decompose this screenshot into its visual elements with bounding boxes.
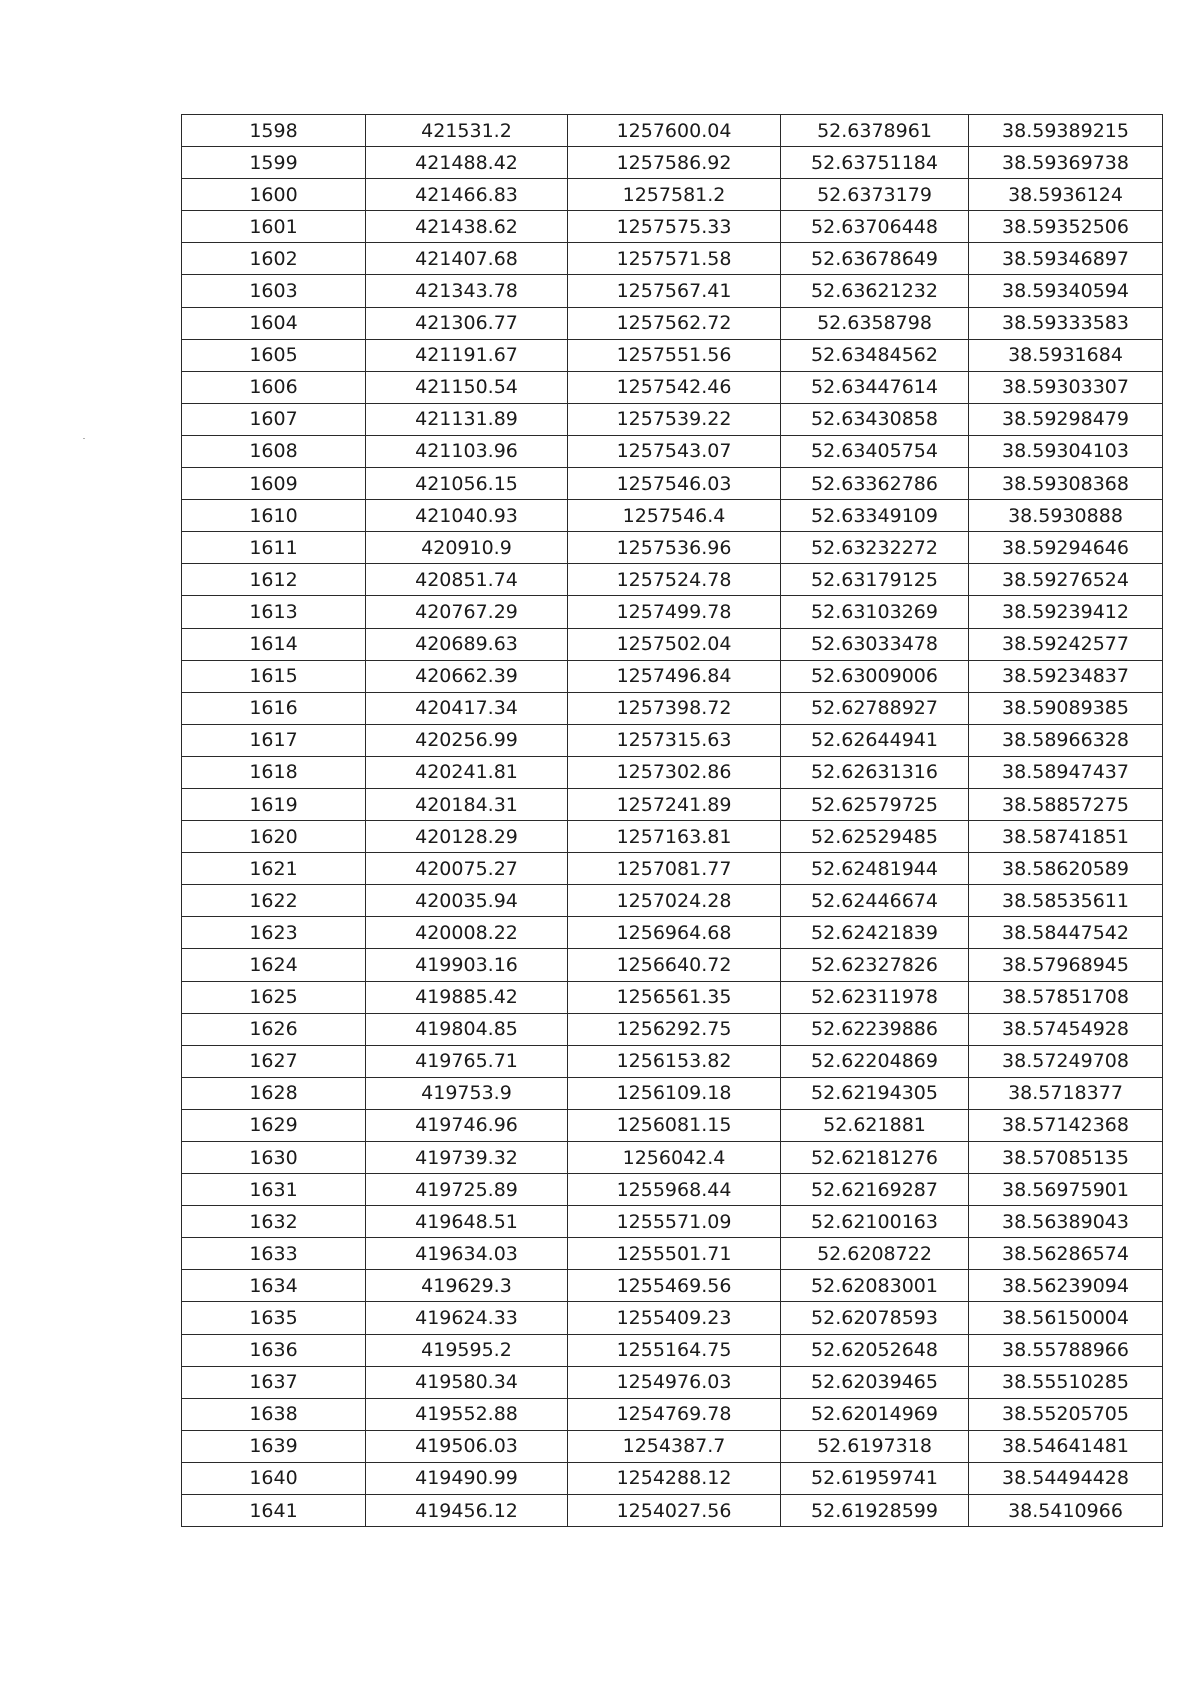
table-row — [182, 1206, 1163, 1238]
longitude-cell: 38.55788966 — [969, 1334, 1163, 1366]
y-coordinate-cell: 1255571.09 — [568, 1206, 781, 1238]
table-row — [182, 596, 1163, 628]
table-row — [182, 917, 1163, 949]
point-number-cell: 1605 — [182, 339, 366, 371]
latitude-cell: 52.6208722 — [781, 1238, 969, 1270]
point-number-cell: 1627 — [182, 1045, 366, 1077]
point-number-cell: 1633 — [182, 1238, 366, 1270]
latitude-cell: 52.63033478 — [781, 628, 969, 660]
point-number-cell: 1636 — [182, 1334, 366, 1366]
y-coordinate-cell: 1257398.72 — [568, 692, 781, 724]
x-coordinate-cell: 421531.2 — [366, 115, 568, 147]
longitude-cell: 38.57851708 — [969, 981, 1163, 1013]
latitude-cell: 52.61928599 — [781, 1495, 969, 1527]
y-coordinate-cell: 1257543.07 — [568, 435, 781, 467]
table-row — [182, 500, 1163, 532]
table-row — [182, 1366, 1163, 1398]
y-coordinate-cell: 1257571.58 — [568, 243, 781, 275]
table-row — [182, 628, 1163, 660]
table-row — [182, 435, 1163, 467]
y-coordinate-cell: 1257496.84 — [568, 660, 781, 692]
y-coordinate-cell: 1257499.78 — [568, 596, 781, 628]
y-coordinate-cell: 1256561.35 — [568, 981, 781, 1013]
longitude-cell: 38.59234837 — [969, 660, 1163, 692]
x-coordinate-cell: 421056.15 — [366, 468, 568, 500]
point-number-cell: 1602 — [182, 243, 366, 275]
longitude-cell: 38.58966328 — [969, 724, 1163, 756]
latitude-cell: 52.6373179 — [781, 179, 969, 211]
y-coordinate-cell: 1256153.82 — [568, 1045, 781, 1077]
x-coordinate-cell: 421103.96 — [366, 435, 568, 467]
latitude-cell: 52.62788927 — [781, 692, 969, 724]
x-coordinate-cell: 420689.63 — [366, 628, 568, 660]
longitude-cell: 38.57249708 — [969, 1045, 1163, 1077]
longitude-cell: 38.58741851 — [969, 821, 1163, 853]
latitude-cell: 52.63232272 — [781, 532, 969, 564]
x-coordinate-cell: 421150.54 — [366, 371, 568, 403]
latitude-cell: 52.63621232 — [781, 275, 969, 307]
latitude-cell: 52.63751184 — [781, 147, 969, 179]
longitude-cell: 38.54641481 — [969, 1430, 1163, 1462]
longitude-cell: 38.57968945 — [969, 949, 1163, 981]
x-coordinate-cell: 419595.2 — [366, 1334, 568, 1366]
y-coordinate-cell: 1257551.56 — [568, 339, 781, 371]
table-row — [182, 1013, 1163, 1045]
table-row — [182, 1495, 1163, 1527]
x-coordinate-cell: 421466.83 — [366, 179, 568, 211]
latitude-cell: 52.63678649 — [781, 243, 969, 275]
longitude-cell: 38.5936124 — [969, 179, 1163, 211]
table-row — [182, 853, 1163, 885]
table-row — [182, 692, 1163, 724]
latitude-cell: 52.63009006 — [781, 660, 969, 692]
latitude-cell: 52.63362786 — [781, 468, 969, 500]
table-row — [182, 275, 1163, 307]
x-coordinate-cell: 420128.29 — [366, 821, 568, 853]
latitude-cell: 52.63706448 — [781, 211, 969, 243]
point-number-cell: 1631 — [182, 1174, 366, 1206]
point-number-cell: 1617 — [182, 724, 366, 756]
latitude-cell: 52.62481944 — [781, 853, 969, 885]
latitude-cell: 52.63430858 — [781, 403, 969, 435]
x-coordinate-cell: 420075.27 — [366, 853, 568, 885]
latitude-cell: 52.62644941 — [781, 724, 969, 756]
y-coordinate-cell: 1257542.46 — [568, 371, 781, 403]
table-row — [182, 307, 1163, 339]
latitude-cell: 52.62311978 — [781, 981, 969, 1013]
x-coordinate-cell: 420417.34 — [366, 692, 568, 724]
y-coordinate-cell: 1255501.71 — [568, 1238, 781, 1270]
longitude-cell: 38.56389043 — [969, 1206, 1163, 1238]
x-coordinate-cell: 419804.85 — [366, 1013, 568, 1045]
longitude-cell: 38.56975901 — [969, 1174, 1163, 1206]
point-number-cell: 1629 — [182, 1109, 366, 1141]
table-row — [182, 885, 1163, 917]
longitude-cell: 38.59340594 — [969, 275, 1163, 307]
point-number-cell: 1614 — [182, 628, 366, 660]
table-row — [182, 788, 1163, 820]
latitude-cell: 52.6358798 — [781, 307, 969, 339]
y-coordinate-cell: 1257586.92 — [568, 147, 781, 179]
x-coordinate-cell: 421407.68 — [366, 243, 568, 275]
table-row — [182, 1270, 1163, 1302]
longitude-cell: 38.56239094 — [969, 1270, 1163, 1302]
table-row — [182, 468, 1163, 500]
table-row — [182, 821, 1163, 853]
latitude-cell: 52.62169287 — [781, 1174, 969, 1206]
table-row — [182, 179, 1163, 211]
y-coordinate-cell: 1257302.86 — [568, 756, 781, 788]
longitude-cell: 38.57142368 — [969, 1109, 1163, 1141]
longitude-cell: 38.5410966 — [969, 1495, 1163, 1527]
point-number-cell: 1639 — [182, 1430, 366, 1462]
point-number-cell: 1630 — [182, 1142, 366, 1174]
y-coordinate-cell: 1257536.96 — [568, 532, 781, 564]
x-coordinate-cell: 419648.51 — [366, 1206, 568, 1238]
longitude-cell: 38.59276524 — [969, 564, 1163, 596]
latitude-cell: 52.62014969 — [781, 1398, 969, 1430]
x-coordinate-cell: 421131.89 — [366, 403, 568, 435]
latitude-cell: 52.63484562 — [781, 339, 969, 371]
table-row — [182, 147, 1163, 179]
longitude-cell: 38.59089385 — [969, 692, 1163, 724]
y-coordinate-cell: 1254769.78 — [568, 1398, 781, 1430]
latitude-cell: 52.62083001 — [781, 1270, 969, 1302]
point-number-cell: 1625 — [182, 981, 366, 1013]
point-number-cell: 1634 — [182, 1270, 366, 1302]
longitude-cell: 38.58947437 — [969, 756, 1163, 788]
longitude-cell: 38.57454928 — [969, 1013, 1163, 1045]
y-coordinate-cell: 1254027.56 — [568, 1495, 781, 1527]
table-row — [182, 1462, 1163, 1494]
y-coordinate-cell: 1257024.28 — [568, 885, 781, 917]
y-coordinate-cell: 1257315.63 — [568, 724, 781, 756]
longitude-cell: 38.58857275 — [969, 788, 1163, 820]
x-coordinate-cell: 421306.77 — [366, 307, 568, 339]
point-number-cell: 1615 — [182, 660, 366, 692]
point-number-cell: 1638 — [182, 1398, 366, 1430]
x-coordinate-cell: 419580.34 — [366, 1366, 568, 1398]
longitude-cell: 38.59308368 — [969, 468, 1163, 500]
y-coordinate-cell: 1257567.41 — [568, 275, 781, 307]
point-number-cell: 1612 — [182, 564, 366, 596]
longitude-cell: 38.56150004 — [969, 1302, 1163, 1334]
x-coordinate-cell: 421343.78 — [366, 275, 568, 307]
table-row — [182, 756, 1163, 788]
table-row — [182, 532, 1163, 564]
longitude-cell: 38.59294646 — [969, 532, 1163, 564]
table-row — [182, 949, 1163, 981]
x-coordinate-cell: 420256.99 — [366, 724, 568, 756]
latitude-cell: 52.62446674 — [781, 885, 969, 917]
latitude-cell: 52.6378961 — [781, 115, 969, 147]
x-coordinate-cell: 419629.3 — [366, 1270, 568, 1302]
point-number-cell: 1610 — [182, 500, 366, 532]
point-number-cell: 1623 — [182, 917, 366, 949]
latitude-cell: 52.62239886 — [781, 1013, 969, 1045]
coordinates-table — [181, 114, 1163, 1527]
longitude-cell: 38.59369738 — [969, 147, 1163, 179]
y-coordinate-cell: 1257575.33 — [568, 211, 781, 243]
x-coordinate-cell: 420910.9 — [366, 532, 568, 564]
latitude-cell: 52.62100163 — [781, 1206, 969, 1238]
longitude-cell: 38.59304103 — [969, 435, 1163, 467]
x-coordinate-cell: 421040.93 — [366, 500, 568, 532]
longitude-cell: 38.56286574 — [969, 1238, 1163, 1270]
x-coordinate-cell: 421438.62 — [366, 211, 568, 243]
longitude-cell: 38.58447542 — [969, 917, 1163, 949]
x-coordinate-cell: 419903.16 — [366, 949, 568, 981]
latitude-cell: 52.621881 — [781, 1109, 969, 1141]
longitude-cell: 38.5931684 — [969, 339, 1163, 371]
latitude-cell: 52.62194305 — [781, 1077, 969, 1109]
y-coordinate-cell: 1255968.44 — [568, 1174, 781, 1206]
point-number-cell: 1608 — [182, 435, 366, 467]
x-coordinate-cell: 421191.67 — [366, 339, 568, 371]
point-number-cell: 1609 — [182, 468, 366, 500]
point-number-cell: 1619 — [182, 788, 366, 820]
longitude-cell: 38.58535611 — [969, 885, 1163, 917]
latitude-cell: 52.63349109 — [781, 500, 969, 532]
latitude-cell: 52.62078593 — [781, 1302, 969, 1334]
x-coordinate-cell: 419506.03 — [366, 1430, 568, 1462]
latitude-cell: 52.62529485 — [781, 821, 969, 853]
x-coordinate-cell: 419624.33 — [366, 1302, 568, 1334]
point-number-cell: 1604 — [182, 307, 366, 339]
latitude-cell: 52.63103269 — [781, 596, 969, 628]
x-coordinate-cell: 419552.88 — [366, 1398, 568, 1430]
latitude-cell: 52.62052648 — [781, 1334, 969, 1366]
y-coordinate-cell: 1257539.22 — [568, 403, 781, 435]
y-coordinate-cell: 1255469.56 — [568, 1270, 781, 1302]
table-row — [182, 1045, 1163, 1077]
table-row — [182, 339, 1163, 371]
point-number-cell: 1599 — [182, 147, 366, 179]
y-coordinate-cell: 1257502.04 — [568, 628, 781, 660]
point-number-cell: 1618 — [182, 756, 366, 788]
x-coordinate-cell: 419456.12 — [366, 1495, 568, 1527]
x-coordinate-cell: 419490.99 — [366, 1462, 568, 1494]
longitude-cell: 38.59346897 — [969, 243, 1163, 275]
point-number-cell: 1601 — [182, 211, 366, 243]
coordinates-table-body — [182, 115, 1163, 1527]
y-coordinate-cell: 1256042.4 — [568, 1142, 781, 1174]
table-row — [182, 724, 1163, 756]
y-coordinate-cell: 1256640.72 — [568, 949, 781, 981]
y-coordinate-cell: 1257546.4 — [568, 500, 781, 532]
point-number-cell: 1640 — [182, 1462, 366, 1494]
table-row — [182, 1334, 1163, 1366]
x-coordinate-cell: 419725.89 — [366, 1174, 568, 1206]
y-coordinate-cell: 1257581.2 — [568, 179, 781, 211]
latitude-cell: 52.61959741 — [781, 1462, 969, 1494]
table-row — [182, 1430, 1163, 1462]
y-coordinate-cell: 1257081.77 — [568, 853, 781, 885]
y-coordinate-cell: 1257546.03 — [568, 468, 781, 500]
x-coordinate-cell: 420662.39 — [366, 660, 568, 692]
point-number-cell: 1626 — [182, 1013, 366, 1045]
table-row — [182, 1302, 1163, 1334]
y-coordinate-cell: 1255164.75 — [568, 1334, 781, 1366]
latitude-cell: 52.6197318 — [781, 1430, 969, 1462]
y-coordinate-cell: 1257600.04 — [568, 115, 781, 147]
point-number-cell: 1598 — [182, 115, 366, 147]
longitude-cell: 38.54494428 — [969, 1462, 1163, 1494]
latitude-cell: 52.62327826 — [781, 949, 969, 981]
longitude-cell: 38.59352506 — [969, 211, 1163, 243]
table-row — [182, 981, 1163, 1013]
table-row — [182, 371, 1163, 403]
table-row — [182, 1398, 1163, 1430]
point-number-cell: 1613 — [182, 596, 366, 628]
point-number-cell: 1637 — [182, 1366, 366, 1398]
y-coordinate-cell: 1256109.18 — [568, 1077, 781, 1109]
table-row — [182, 564, 1163, 596]
longitude-cell: 38.59303307 — [969, 371, 1163, 403]
point-number-cell: 1616 — [182, 692, 366, 724]
longitude-cell: 38.59298479 — [969, 403, 1163, 435]
y-coordinate-cell: 1254288.12 — [568, 1462, 781, 1494]
y-coordinate-cell: 1257163.81 — [568, 821, 781, 853]
point-number-cell: 1641 — [182, 1495, 366, 1527]
x-coordinate-cell: 419885.42 — [366, 981, 568, 1013]
longitude-cell: 38.5718377 — [969, 1077, 1163, 1109]
longitude-cell: 38.59239412 — [969, 596, 1163, 628]
x-coordinate-cell: 420851.74 — [366, 564, 568, 596]
longitude-cell: 38.55205705 — [969, 1398, 1163, 1430]
latitude-cell: 52.62204869 — [781, 1045, 969, 1077]
x-coordinate-cell: 420035.94 — [366, 885, 568, 917]
point-number-cell: 1607 — [182, 403, 366, 435]
point-number-cell: 1611 — [182, 532, 366, 564]
latitude-cell: 52.62631316 — [781, 756, 969, 788]
longitude-cell: 38.59242577 — [969, 628, 1163, 660]
point-number-cell: 1622 — [182, 885, 366, 917]
point-number-cell: 1635 — [182, 1302, 366, 1334]
latitude-cell: 52.62039465 — [781, 1366, 969, 1398]
y-coordinate-cell: 1255409.23 — [568, 1302, 781, 1334]
point-number-cell: 1620 — [182, 821, 366, 853]
point-number-cell: 1621 — [182, 853, 366, 885]
x-coordinate-cell: 421488.42 — [366, 147, 568, 179]
longitude-cell: 38.59389215 — [969, 115, 1163, 147]
latitude-cell: 52.63447614 — [781, 371, 969, 403]
x-coordinate-cell: 420008.22 — [366, 917, 568, 949]
x-coordinate-cell: 419634.03 — [366, 1238, 568, 1270]
scan-speck — [83, 438, 85, 439]
latitude-cell: 52.63179125 — [781, 564, 969, 596]
y-coordinate-cell: 1257241.89 — [568, 788, 781, 820]
longitude-cell: 38.5930888 — [969, 500, 1163, 532]
y-coordinate-cell: 1254387.7 — [568, 1430, 781, 1462]
latitude-cell: 52.62421839 — [781, 917, 969, 949]
longitude-cell: 38.59333583 — [969, 307, 1163, 339]
x-coordinate-cell: 420241.81 — [366, 756, 568, 788]
table-row — [182, 211, 1163, 243]
table-row — [182, 1077, 1163, 1109]
point-number-cell: 1632 — [182, 1206, 366, 1238]
x-coordinate-cell: 419765.71 — [366, 1045, 568, 1077]
x-coordinate-cell: 420184.31 — [366, 788, 568, 820]
y-coordinate-cell: 1256292.75 — [568, 1013, 781, 1045]
table-row — [182, 1174, 1163, 1206]
latitude-cell: 52.62181276 — [781, 1142, 969, 1174]
table-row — [182, 243, 1163, 275]
y-coordinate-cell: 1256964.68 — [568, 917, 781, 949]
point-number-cell: 1628 — [182, 1077, 366, 1109]
point-number-cell: 1600 — [182, 179, 366, 211]
x-coordinate-cell: 419753.9 — [366, 1077, 568, 1109]
table-row — [182, 1238, 1163, 1270]
point-number-cell: 1624 — [182, 949, 366, 981]
y-coordinate-cell: 1254976.03 — [568, 1366, 781, 1398]
table-row — [182, 1142, 1163, 1174]
y-coordinate-cell: 1257524.78 — [568, 564, 781, 596]
longitude-cell: 38.57085135 — [969, 1142, 1163, 1174]
x-coordinate-cell: 419739.32 — [366, 1142, 568, 1174]
point-number-cell: 1603 — [182, 275, 366, 307]
table-row — [182, 115, 1163, 147]
x-coordinate-cell: 420767.29 — [366, 596, 568, 628]
x-coordinate-cell: 419746.96 — [366, 1109, 568, 1141]
latitude-cell: 52.62579725 — [781, 788, 969, 820]
y-coordinate-cell: 1257562.72 — [568, 307, 781, 339]
y-coordinate-cell: 1256081.15 — [568, 1109, 781, 1141]
point-number-cell: 1606 — [182, 371, 366, 403]
table-row — [182, 660, 1163, 692]
longitude-cell: 38.58620589 — [969, 853, 1163, 885]
table-row — [182, 403, 1163, 435]
latitude-cell: 52.63405754 — [781, 435, 969, 467]
longitude-cell: 38.55510285 — [969, 1366, 1163, 1398]
table-row — [182, 1109, 1163, 1141]
